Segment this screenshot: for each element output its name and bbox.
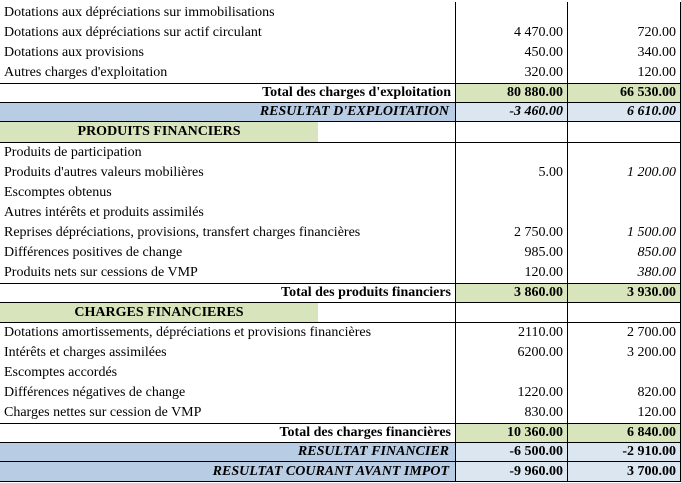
value-n: 985.00 [455,243,567,263]
row-label: Autres intérêts et produits assimilés [4,205,204,220]
table-row [0,163,681,183]
table-row [0,2,681,23]
result-row [0,442,681,462]
table-row [0,203,681,223]
table-row [0,43,681,63]
value-n: 6200.00 [455,343,567,363]
result-value-n: -3 460.00 [455,103,567,121]
result-label: RESULTAT D'EXPLOITATION [259,104,449,119]
value-n1 [567,363,681,383]
value-n1 [567,203,681,223]
section-heading: CHARGES FINANCIERES [0,302,318,323]
value-n: 2110.00 [455,323,567,343]
value-n1: 3 200.00 [567,343,681,363]
value-n1: 850.00 [567,243,681,263]
table-row [0,243,681,263]
result-value-n1: 3 700.00 [567,462,681,481]
row-label: Produits nets sur cessions de VMP [4,265,198,280]
total-value-n1: 66 530.00 [567,83,681,102]
table-row [0,143,681,163]
row-label: Produits d'autres valeurs mobilières [4,165,204,180]
row-label: Différences négatives de change [4,385,186,400]
value-n: 4 470.00 [455,23,567,43]
total-value-n1: 6 840.00 [567,423,681,442]
value-n: 320.00 [455,63,567,83]
section-heading-row [0,302,681,323]
table-row [0,23,681,43]
table-row [0,343,681,363]
total-value-n: 3 860.00 [455,283,567,302]
value-n [455,203,567,223]
table-row [0,403,681,423]
table-row [0,263,681,283]
value-n [455,2,567,23]
row-label: Dotations aux dépréciations sur actif circulant [4,25,262,40]
total-row [0,283,681,302]
value-n [455,183,567,203]
total-row [0,83,681,102]
table-row [0,363,681,383]
row-label: Différences positives de change [4,245,183,260]
result-value-n1: -2 910.00 [567,443,681,461]
section-heading-row [0,122,681,143]
row-label: Charges nettes sur cession de VMP [4,405,202,420]
value-n [455,143,567,163]
value-n: 830.00 [455,403,567,423]
row-label: Dotations aux dépréciations sur immobilisations [4,4,275,20]
value-n1: 820.00 [567,383,681,403]
value-n [455,363,567,383]
value-n: 120.00 [455,263,567,283]
value-n1: 720.00 [567,23,681,43]
row-label: Autres charges d'exploitation [4,65,168,80]
value-n1: 2 700.00 [567,323,681,343]
total-value-n1: 3 930.00 [567,283,681,302]
value-n: 450.00 [455,43,567,63]
total-label: Total des charges financières [0,423,455,442]
row-label: Produits de participation [4,145,142,160]
result-value-n1: 6 610.00 [567,103,681,121]
row-label: Dotations amortissements, dépréciations et provisions financières [4,325,372,340]
value-n1: 340.00 [567,43,681,63]
row-label: Dotations aux provisions [4,45,144,60]
row-label: Escomptes accordés [4,365,118,380]
row-label: Intérêts et charges assimilées [4,345,167,360]
table-row [0,183,681,203]
table-row [0,323,681,343]
section-heading: PRODUITS FINANCIERS [0,122,318,143]
row-label: Escomptes obtenus [4,185,112,200]
result-value-n: -9 960.00 [455,462,567,481]
value-n1 [567,183,681,203]
total-label: Total des produits financiers [0,283,455,302]
total-value-n: 80 880.00 [455,83,567,102]
value-n1 [567,143,681,163]
table-row [0,383,681,403]
result-row [0,462,681,482]
value-n: 1220.00 [455,383,567,403]
total-value-n: 10 360.00 [455,423,567,442]
value-n1: 380.00 [567,263,681,283]
result-row [0,102,681,122]
value-n1: 1 200.00 [567,163,681,183]
table-row [0,223,681,243]
row-label: Reprises dépréciations, provisions, transfert charges financières [4,225,361,240]
value-n: 2 750.00 [455,223,567,243]
value-n: 5.00 [455,163,567,183]
value-n1: 1 500.00 [567,223,681,243]
total-label: Total des charges d'exploitation [0,83,455,102]
result-value-n: -6 500.00 [455,443,567,461]
value-n1: 120.00 [567,63,681,83]
result-label: RESULTAT COURANT AVANT IMPOT [212,463,449,479]
value-n1 [567,2,681,23]
value-n1: 120.00 [567,403,681,423]
total-row [0,423,681,442]
table-row [0,63,681,83]
result-label: RESULTAT FINANCIER [297,444,449,459]
